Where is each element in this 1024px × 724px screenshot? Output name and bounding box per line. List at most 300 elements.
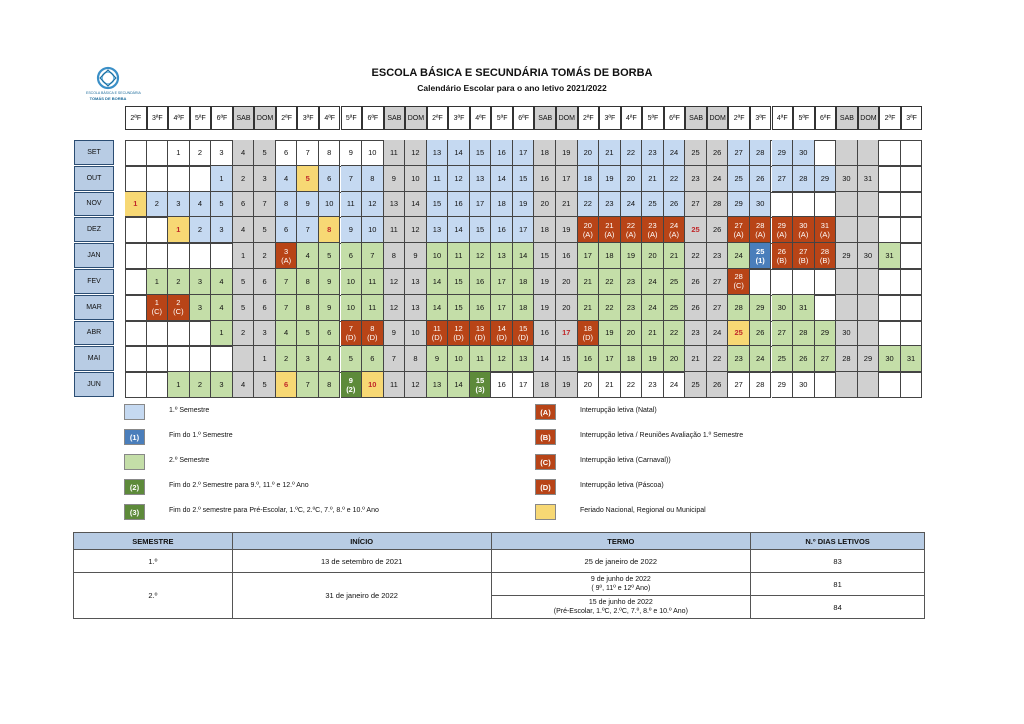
day-number: 4 xyxy=(240,225,246,235)
weekday-header: 4ªF xyxy=(470,106,492,130)
day-cell xyxy=(211,269,233,295)
day-cell xyxy=(297,243,319,269)
day-number: 12 xyxy=(411,380,420,390)
day-cell xyxy=(793,243,815,269)
day-cell xyxy=(642,243,664,269)
weekday-header: 4ªF xyxy=(319,106,341,130)
day-number: 18 xyxy=(540,380,549,390)
day-number: 5 xyxy=(240,276,246,286)
day-cell xyxy=(750,217,772,243)
day-number: 31 xyxy=(906,354,916,364)
weekday-header: 6ªF xyxy=(513,106,535,130)
day-number: 18 xyxy=(605,251,614,261)
empty-cell xyxy=(836,295,858,321)
day-number: 21 xyxy=(648,173,657,183)
day-number: 20 xyxy=(562,302,571,312)
empty-cell xyxy=(836,372,858,398)
day-marker: (B) xyxy=(798,255,809,265)
day-cell xyxy=(190,192,212,218)
day-number: 19 xyxy=(562,147,571,157)
weekday-header: 2ªF xyxy=(427,106,449,130)
day-number: 14 xyxy=(497,323,506,333)
day-cell xyxy=(664,166,686,192)
day-cell xyxy=(427,192,449,218)
day-number: 13 xyxy=(497,251,506,261)
day-cell xyxy=(534,372,556,398)
legend-label: Interrupção letiva (Natal) xyxy=(580,407,657,414)
day-number: 9 xyxy=(348,147,353,157)
day-number: 15 xyxy=(518,173,528,183)
day-cell xyxy=(534,166,556,192)
empty-cell xyxy=(772,269,794,295)
day-cell xyxy=(427,372,449,398)
termo-date: 15 de junho de 2022 xyxy=(588,599,653,606)
day-cell xyxy=(793,295,815,321)
day-number: 28 xyxy=(820,246,830,256)
legend-label: Fim do 2.º Semestre para 9.º, 11.º e 12.º Ano xyxy=(169,482,309,489)
legend-label: Fim do 2.º semestre para Pré-Escolar, 1.ºC, 2.ºC, 7.º, 8.º e 10.º Ano xyxy=(169,507,379,514)
day-number: 14 xyxy=(454,147,463,157)
day-number: 3 xyxy=(219,147,224,157)
day-number: 10 xyxy=(368,225,377,235)
day-number: 27 xyxy=(712,302,722,312)
day-number: 21 xyxy=(605,147,614,157)
weekday-header: 5ªF xyxy=(491,106,513,130)
day-number: 13 xyxy=(411,276,420,286)
day-number: 29 xyxy=(820,173,830,183)
day-number: 2 xyxy=(240,328,246,338)
day-number: 10 xyxy=(411,173,420,183)
day-cell xyxy=(427,269,449,295)
day-number: 3 xyxy=(262,173,267,183)
day-number: 18 xyxy=(540,225,549,235)
day-number: 26 xyxy=(691,276,700,286)
day-cell xyxy=(772,295,794,321)
day-cell xyxy=(750,243,772,269)
day-number: 24 xyxy=(648,276,657,286)
day-cell xyxy=(190,217,212,243)
day-cell xyxy=(685,192,707,218)
day-marker: (A) xyxy=(733,229,744,239)
weekday-header: 3ªF xyxy=(750,106,772,130)
day-cell xyxy=(578,140,600,166)
day-number: 28 xyxy=(756,220,765,230)
legend-label: 1.º Semestre xyxy=(169,407,210,414)
weekday-header: SAB xyxy=(836,106,858,130)
day-cell xyxy=(578,295,600,321)
day-number: 12 xyxy=(497,354,506,364)
day-marker: (A) xyxy=(604,229,615,239)
day-marker: (D) xyxy=(345,332,356,342)
day-cell xyxy=(211,192,233,218)
table-row xyxy=(74,573,925,596)
day-cell xyxy=(513,372,535,398)
day-cell xyxy=(491,321,513,347)
day-number: 23 xyxy=(605,199,614,209)
day-cell xyxy=(728,346,750,372)
day-cell xyxy=(384,192,406,218)
day-number: 8 xyxy=(370,173,375,183)
day-cell xyxy=(276,269,298,295)
day-number: 7 xyxy=(305,380,310,390)
weekday-header: 3ªF xyxy=(297,106,319,130)
day-number: 11 xyxy=(368,276,377,286)
weekday-header: DOM xyxy=(405,106,427,130)
day-cell xyxy=(384,372,406,398)
day-number: 16 xyxy=(497,225,506,235)
day-number: 17 xyxy=(518,225,528,235)
day-cell xyxy=(534,321,556,347)
legend-swatch xyxy=(124,454,145,470)
legend-label: Interrupção letiva / Reuniões Avaliação 1.º Semestre xyxy=(580,432,744,439)
day-number: 1 xyxy=(219,328,224,338)
day-marker: (A) xyxy=(625,229,636,239)
day-cell xyxy=(815,346,837,372)
day-cell xyxy=(642,217,664,243)
day-number: 13 xyxy=(411,302,420,312)
day-cell xyxy=(384,295,406,321)
empty-cell xyxy=(190,166,212,192)
empty-cell xyxy=(879,295,901,321)
weekday-header: 3ªF xyxy=(901,106,923,130)
day-number: 16 xyxy=(454,199,463,209)
day-number: 6 xyxy=(327,173,332,183)
day-number: 19 xyxy=(562,225,571,235)
empty-cell xyxy=(147,372,169,398)
day-number: 6 xyxy=(370,354,375,364)
day-cell xyxy=(815,217,837,243)
day-cell xyxy=(664,295,686,321)
day-cell xyxy=(384,243,406,269)
day-cell xyxy=(190,269,212,295)
termo-date: 9 de junho de 2022 xyxy=(590,576,651,583)
empty-cell xyxy=(879,166,901,192)
day-cell xyxy=(341,372,363,398)
day-number: 1 xyxy=(154,276,159,286)
day-marker: (1) xyxy=(755,255,765,265)
day-number: 20 xyxy=(583,380,592,390)
day-number: 20 xyxy=(583,220,592,230)
day-number: 14 xyxy=(518,251,528,261)
empty-cell xyxy=(901,295,923,321)
day-number: 20 xyxy=(540,199,549,209)
day-cell xyxy=(405,217,427,243)
day-number: 9 xyxy=(348,375,353,385)
empty-cell xyxy=(190,243,212,269)
day-number: 15 xyxy=(540,251,549,261)
day-cell xyxy=(707,321,729,347)
empty-cell xyxy=(168,166,190,192)
day-cell xyxy=(362,295,384,321)
weekday-header: SAB xyxy=(534,106,556,130)
day-number: 29 xyxy=(820,328,830,338)
page-subtitle: Calendário Escolar para o ano letivo 2021/2022 xyxy=(417,83,607,93)
day-cell xyxy=(621,192,643,218)
empty-cell xyxy=(858,321,880,347)
day-number: 11 xyxy=(389,225,398,235)
day-cell xyxy=(470,166,492,192)
day-cell xyxy=(448,372,470,398)
day-cell xyxy=(642,269,664,295)
day-number: 5 xyxy=(327,251,332,261)
day-cell xyxy=(362,346,384,372)
day-number: 25 xyxy=(648,199,657,209)
day-marker: (A) xyxy=(819,229,830,239)
legend-label: 2.º Semestre xyxy=(169,457,210,464)
day-number: 10 xyxy=(346,276,355,286)
day-number: 10 xyxy=(432,251,442,261)
empty-cell xyxy=(836,140,858,166)
weekday-header: 6ªF xyxy=(362,106,384,130)
day-cell xyxy=(427,166,449,192)
legend-swatch: (A) xyxy=(535,404,556,420)
day-cell xyxy=(664,140,686,166)
day-number: 9 xyxy=(434,354,440,364)
day-number: 31 xyxy=(799,302,808,312)
day-number: 9 xyxy=(391,173,396,183)
day-cell xyxy=(707,372,729,398)
day-marker: (3) xyxy=(475,384,485,394)
day-cell xyxy=(664,372,686,398)
empty-cell xyxy=(793,269,815,295)
day-number: 26 xyxy=(799,354,808,364)
day-cell xyxy=(621,217,643,243)
day-cell xyxy=(685,321,707,347)
day-cell xyxy=(578,217,600,243)
day-number: 23 xyxy=(648,380,657,390)
day-cell xyxy=(491,269,513,295)
day-number: 13 xyxy=(389,199,399,209)
day-number: 27 xyxy=(712,276,722,286)
day-cell xyxy=(341,269,363,295)
day-cell xyxy=(254,346,276,372)
day-number: 15 xyxy=(475,147,485,157)
day-number: 23 xyxy=(734,354,743,364)
weekday-header: DOM xyxy=(858,106,880,130)
day-number: 28 xyxy=(734,302,743,312)
day-number: 8 xyxy=(327,225,332,235)
day-number: 18 xyxy=(540,147,549,157)
day-number: 2 xyxy=(197,380,202,390)
day-cell xyxy=(341,217,363,243)
day-cell xyxy=(297,192,319,218)
day-cell xyxy=(534,217,556,243)
month-label-dez: DEZ xyxy=(74,217,114,242)
day-number: 7 xyxy=(348,173,353,183)
day-number: 22 xyxy=(691,251,700,261)
empty-cell xyxy=(233,346,255,372)
day-number: 9 xyxy=(327,276,332,286)
dias-cell: 84 xyxy=(751,596,925,619)
day-number: 9 xyxy=(327,302,332,312)
day-number: 27 xyxy=(691,199,700,209)
day-cell xyxy=(211,321,233,347)
day-number: 24 xyxy=(712,173,722,183)
day-number: 3 xyxy=(219,225,224,235)
day-number: 1 xyxy=(133,199,138,209)
dias-cell: 81 xyxy=(751,573,925,596)
empty-cell xyxy=(836,269,858,295)
day-cell xyxy=(772,217,794,243)
empty-cell xyxy=(815,269,837,295)
weekday-header: 5ªF xyxy=(793,106,815,130)
legend-label: Interrupção letiva (Páscoa) xyxy=(580,482,664,489)
day-number: 31 xyxy=(885,251,894,261)
day-cell xyxy=(750,346,772,372)
legend-label: Feriado Nacional, Regional ou Municipal xyxy=(580,507,706,514)
day-cell xyxy=(341,192,363,218)
day-number: 27 xyxy=(734,380,743,390)
day-number: 23 xyxy=(712,251,722,261)
empty-cell xyxy=(190,346,212,372)
day-cell xyxy=(405,346,427,372)
day-number: 17 xyxy=(605,354,614,364)
day-number: 2 xyxy=(176,276,181,286)
day-number: 12 xyxy=(368,199,377,209)
day-number: 11 xyxy=(433,173,441,183)
day-cell xyxy=(513,295,535,321)
day-cell xyxy=(858,346,880,372)
day-cell xyxy=(470,269,492,295)
day-cell xyxy=(254,217,276,243)
day-cell xyxy=(384,346,406,372)
day-number: 18 xyxy=(626,354,636,364)
semestre-cell: 2.º xyxy=(74,573,233,619)
day-cell xyxy=(513,243,535,269)
inicio-cell: 13 de setembro de 2021 xyxy=(232,550,491,573)
day-cell xyxy=(319,140,341,166)
day-cell xyxy=(685,295,707,321)
day-number: 23 xyxy=(691,173,700,183)
day-number: 21 xyxy=(583,302,592,312)
day-cell xyxy=(621,346,643,372)
day-number: 30 xyxy=(799,147,808,157)
empty-cell xyxy=(147,243,169,269)
day-number: 26 xyxy=(756,173,765,183)
day-number: 16 xyxy=(540,173,549,183)
day-cell xyxy=(685,269,707,295)
empty-cell xyxy=(858,192,880,218)
day-number: 19 xyxy=(540,276,549,286)
day-number: 27 xyxy=(777,328,786,338)
day-number: 11 xyxy=(389,147,398,157)
day-number: 11 xyxy=(368,302,377,312)
month-label-fev: FEV xyxy=(74,269,114,294)
day-cell xyxy=(319,217,341,243)
day-cell xyxy=(297,217,319,243)
day-number: 11 xyxy=(454,251,463,261)
semester-summary-table xyxy=(73,532,925,619)
weekday-header: 2ªF xyxy=(578,106,600,130)
day-number: 19 xyxy=(648,354,657,364)
month-label-jun: JUN xyxy=(74,372,114,397)
day-number: 8 xyxy=(370,323,375,333)
day-cell xyxy=(168,269,190,295)
day-number: 22 xyxy=(605,276,614,286)
day-cell xyxy=(190,140,212,166)
day-cell xyxy=(405,295,427,321)
day-cell xyxy=(470,295,492,321)
day-cell xyxy=(599,295,621,321)
day-cell xyxy=(621,269,643,295)
legend-swatch: (B) xyxy=(535,429,556,445)
day-cell xyxy=(513,140,535,166)
day-number: 9 xyxy=(413,251,418,261)
day-cell xyxy=(879,243,901,269)
day-cell xyxy=(297,346,319,372)
day-number: 29 xyxy=(777,147,786,157)
day-cell xyxy=(276,192,298,218)
day-cell xyxy=(190,295,212,321)
day-number: 3 xyxy=(219,380,224,390)
day-number: 17 xyxy=(497,302,506,312)
day-number: 27 xyxy=(734,147,743,157)
day-number: 8 xyxy=(327,380,332,390)
termo-cell: 25 de janeiro de 2022 xyxy=(491,550,751,573)
day-number: 23 xyxy=(648,147,657,157)
day-number: 12 xyxy=(389,302,399,312)
day-cell xyxy=(254,321,276,347)
day-number: 20 xyxy=(669,354,679,364)
termo-cell xyxy=(491,596,751,619)
day-cell xyxy=(276,166,298,192)
month-label-out: OUT xyxy=(74,166,114,191)
day-cell xyxy=(427,321,449,347)
day-cell xyxy=(319,166,341,192)
legend-swatch: (2) xyxy=(124,479,145,495)
day-cell xyxy=(427,140,449,166)
day-number: 5 xyxy=(262,380,267,390)
day-marker: (D) xyxy=(517,332,529,342)
day-cell xyxy=(534,346,556,372)
day-cell xyxy=(642,321,664,347)
day-marker: (D) xyxy=(453,332,464,342)
day-number: 9 xyxy=(391,328,396,338)
day-cell xyxy=(362,140,384,166)
weekday-header: 6ªF xyxy=(664,106,686,130)
day-cell xyxy=(448,269,470,295)
day-cell xyxy=(211,217,233,243)
empty-cell xyxy=(901,140,923,166)
day-cell xyxy=(448,192,470,218)
day-number: 17 xyxy=(475,199,485,209)
day-number: 12 xyxy=(411,225,420,235)
day-number: 13 xyxy=(475,323,485,333)
empty-cell xyxy=(879,192,901,218)
day-number: 2 xyxy=(176,298,181,308)
day-cell xyxy=(815,321,837,347)
empty-cell xyxy=(190,321,212,347)
weekday-header: 5ªF xyxy=(190,106,212,130)
day-number: 30 xyxy=(756,199,765,209)
day-number: 13 xyxy=(432,147,442,157)
day-cell xyxy=(405,192,427,218)
day-number: 21 xyxy=(562,199,571,209)
day-cell xyxy=(168,295,190,321)
day-cell xyxy=(534,243,556,269)
day-number: 26 xyxy=(712,380,722,390)
day-number: 22 xyxy=(583,199,592,209)
day-number: 6 xyxy=(240,199,246,209)
day-number: 27 xyxy=(734,220,743,230)
day-cell xyxy=(578,269,600,295)
empty-cell xyxy=(147,346,169,372)
day-number: 8 xyxy=(305,276,310,286)
empty-cell xyxy=(168,243,190,269)
day-number: 14 xyxy=(540,354,549,364)
day-cell xyxy=(147,192,169,218)
weekday-header: 5ªF xyxy=(341,106,363,130)
